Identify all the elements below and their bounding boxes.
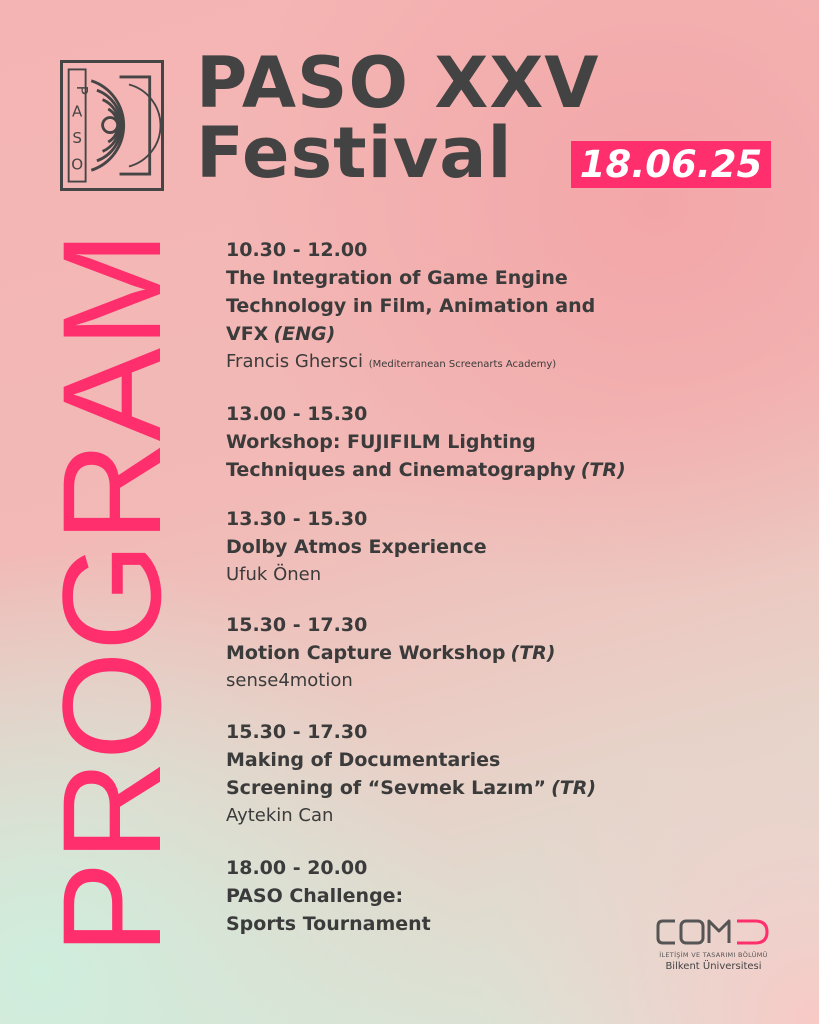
event-title-line: Motion Capture Workshop — [226, 642, 506, 664]
svg-text:A: A — [71, 102, 83, 121]
side-title: PROGRAM — [33, 230, 190, 955]
event-title-line: PASO Challenge: — [226, 885, 404, 907]
event-time: 18.00 - 20.00 — [226, 857, 368, 879]
svg-text:S: S — [72, 128, 82, 147]
event-title-line: Techniques and Cinematography — [226, 459, 576, 481]
event-title-line: VFX — [226, 323, 269, 345]
paso-logo — [60, 60, 164, 191]
event-title-line: Making of Documentaries — [226, 749, 501, 771]
event-language: (TR) — [510, 642, 556, 664]
event-speaker: sense4motion — [226, 670, 353, 691]
comd-logo — [651, 913, 776, 983]
comd-university: Bilkent Üniversitesi — [665, 961, 762, 972]
event-language: (TR) — [551, 777, 597, 799]
event-title-line: Workshop: FUJIFILM Lighting — [226, 431, 536, 453]
side-title-container — [33, 230, 190, 955]
svg-text:O: O — [71, 155, 84, 174]
event-language: (TR) — [580, 459, 626, 481]
event-item — [226, 236, 595, 379]
event-speaker: Francis Ghersci — [226, 351, 363, 372]
event-item — [226, 854, 431, 938]
event-item — [226, 505, 487, 589]
title-line-2: Festival — [196, 112, 513, 194]
event-title-line: Dolby Atmos Experience — [226, 536, 487, 558]
svg-text:P: P — [73, 85, 92, 95]
event-time: 13.30 - 15.30 — [226, 508, 368, 530]
event-speaker: Ufuk Önen — [226, 564, 322, 585]
event-speaker: Aytekin Can — [226, 805, 334, 826]
event-time: 15.30 - 17.30 — [226, 614, 368, 636]
event-language: (ENG) — [273, 323, 336, 345]
event-title-line: The Integration of Game Engine — [226, 267, 568, 289]
event-affiliation: (Mediterranean Screenarts Academy) — [368, 359, 557, 370]
event-time: 10.30 - 12.00 — [226, 239, 368, 261]
event-time: 15.30 - 17.30 — [226, 721, 368, 743]
event-item — [226, 718, 596, 830]
film-reel-icon — [63, 63, 161, 188]
comd-wordmark-icon — [655, 913, 773, 951]
comd-department: İLETİŞİM VE TASARIMI BÖLÜMÜ — [659, 951, 768, 959]
event-item — [226, 400, 626, 484]
event-time: 13.00 - 15.30 — [226, 403, 368, 425]
title-line-1: PASO XXV — [196, 42, 600, 124]
event-item — [226, 611, 556, 695]
festival-title — [196, 42, 600, 194]
event-title-line: Technology in Film, Animation and — [226, 295, 596, 317]
date-badge: 18.06.25 — [571, 141, 771, 188]
event-title-line: Sports Tournament — [226, 913, 431, 935]
event-title-line: Screening of “Sevmek Lazım” — [226, 777, 546, 799]
